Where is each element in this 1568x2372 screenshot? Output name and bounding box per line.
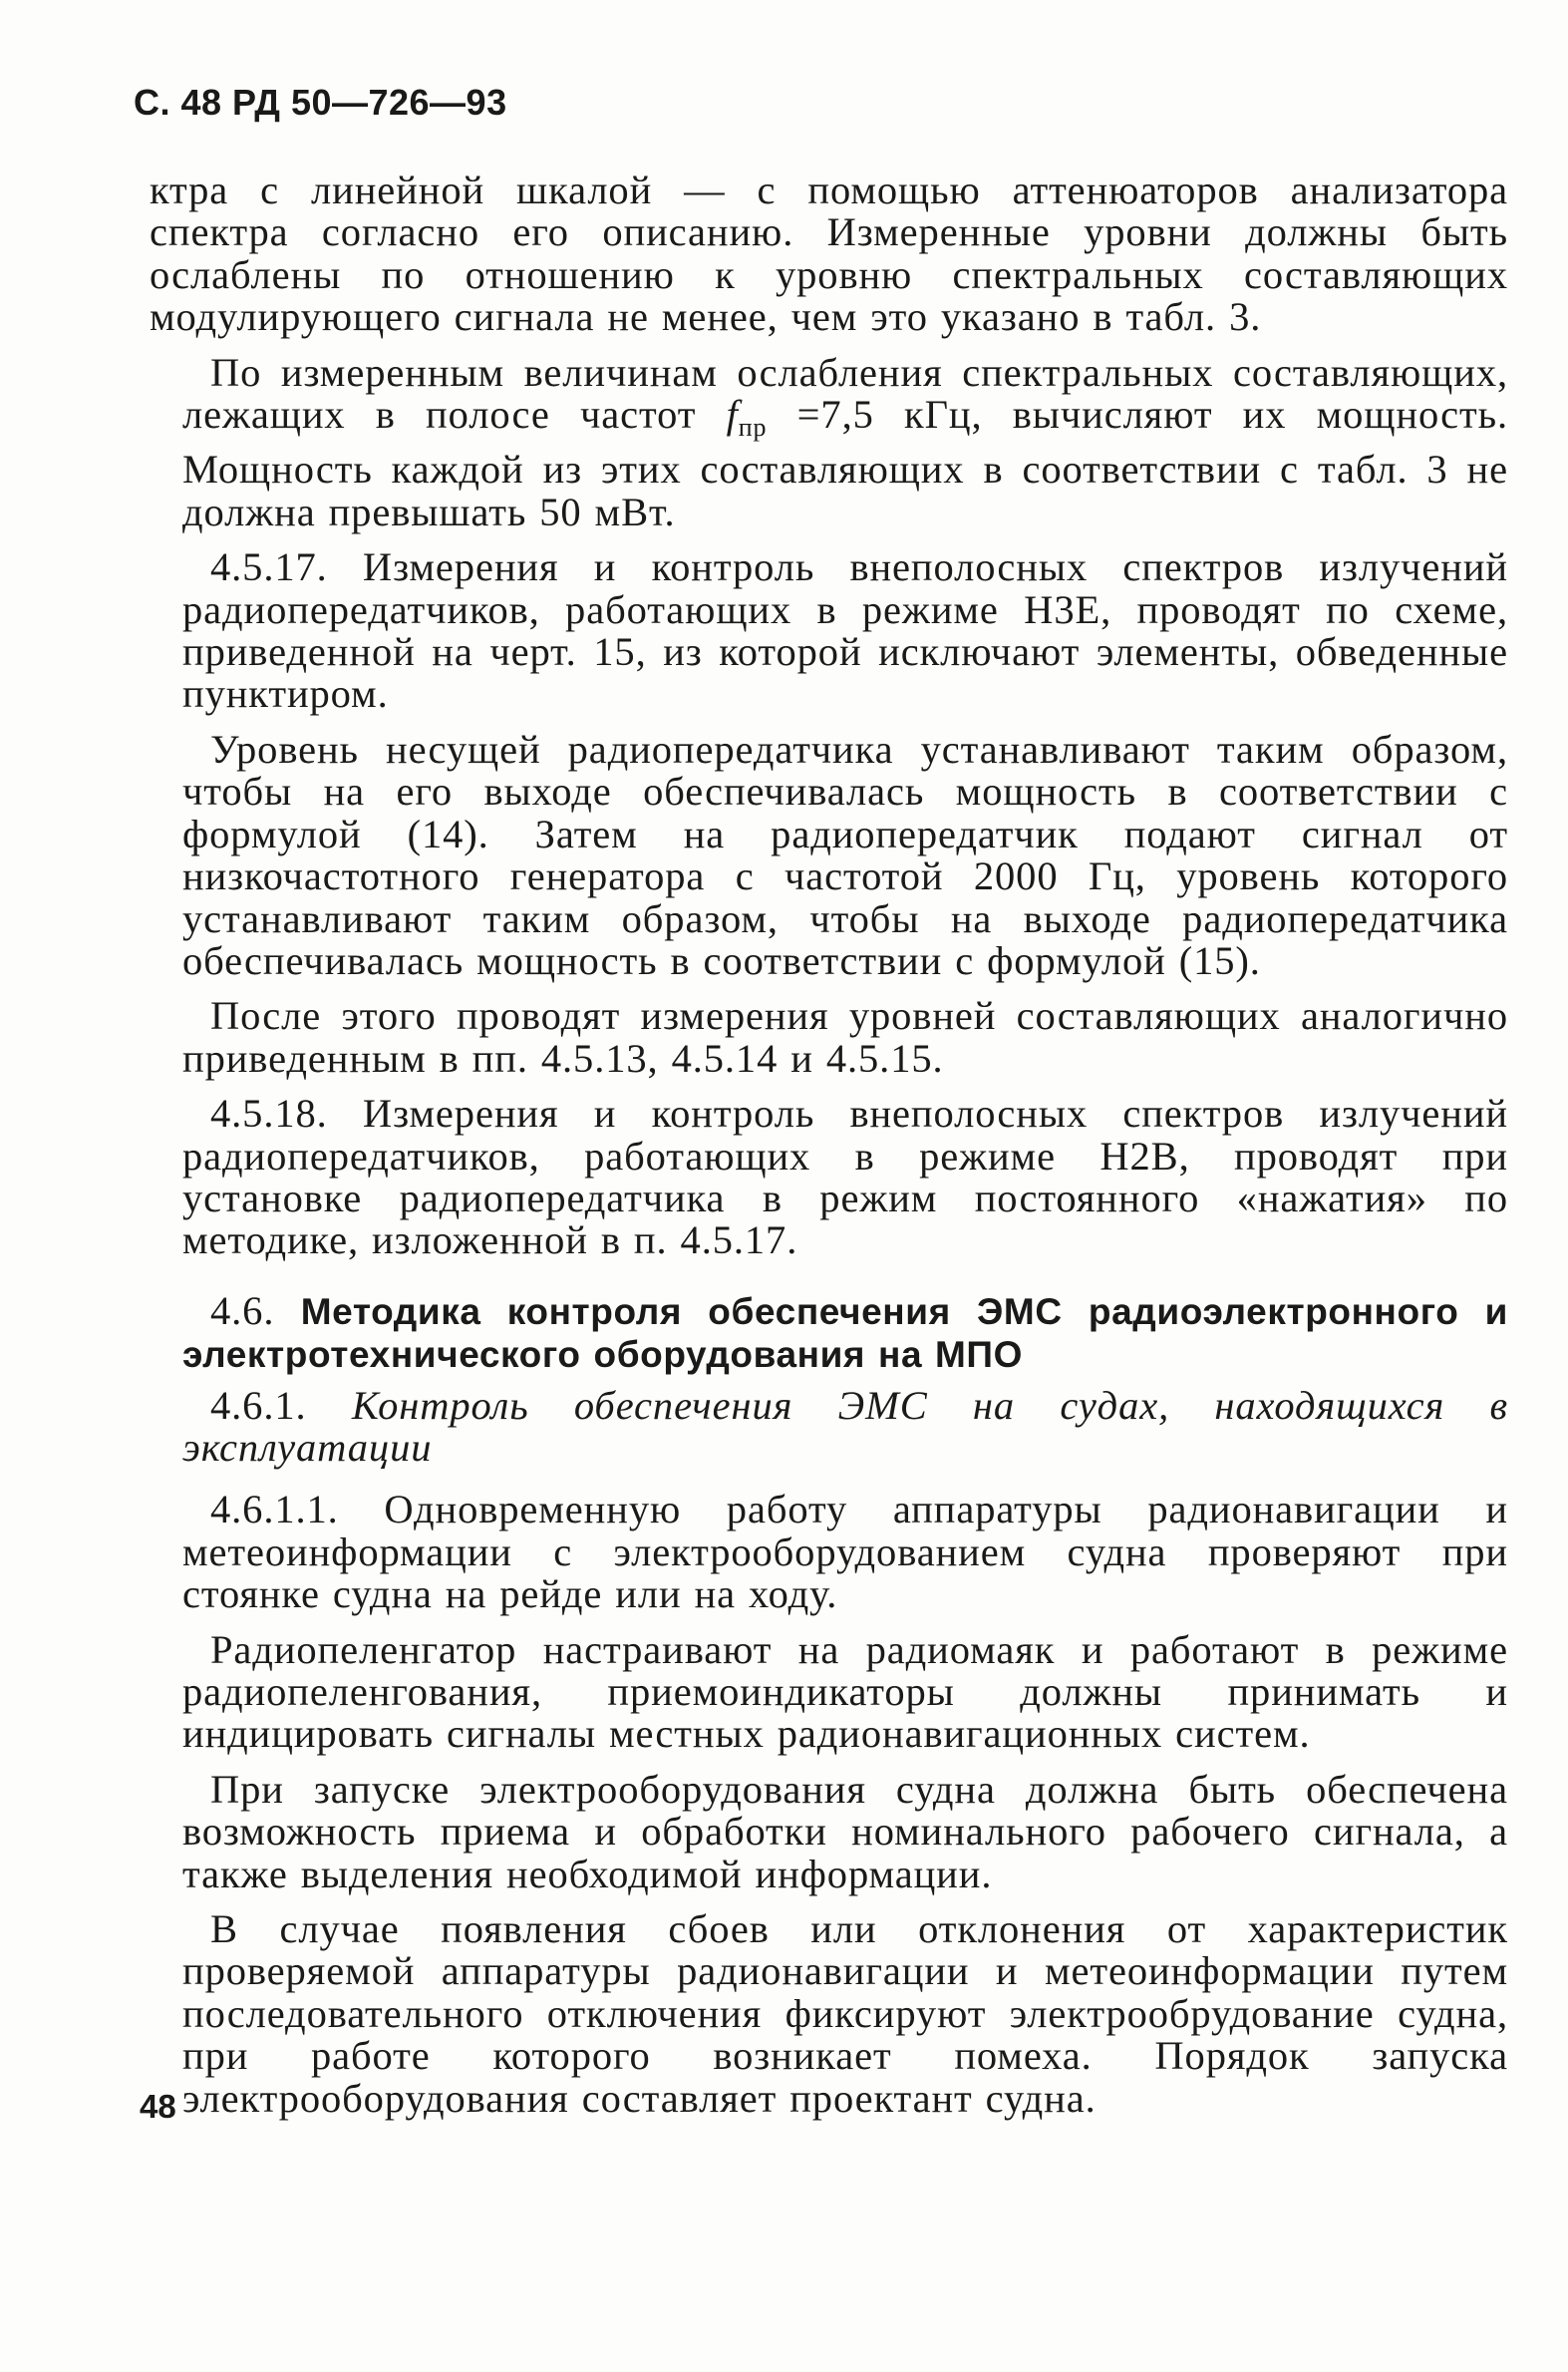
- page-number: 48: [140, 2088, 176, 2125]
- paragraph: 4.6.1.1. Одновременную работу аппаратуры радионавигации и метеоинформации с электрооборудованием судна проверяют при стоянке судна на рейде или на ходу.: [182, 1487, 1508, 1617]
- subsection-number: 4.6.1.: [210, 1382, 352, 1428]
- frequency-symbol: f: [726, 392, 739, 438]
- paragraph: 4.5.18. Измерения и контроль внеполосных спектров излучений радиопередатчиков, работающих в режиме Н2В, проводят при установке радиопередатчика в режим постоянного «нажатия» по методике, изложенной в п. 4.5.17.: [182, 1091, 1508, 1263]
- paragraph: 4.5.17. Измерения и контроль внеполосных спектров излучений радиопередатчиков, работающих в режиме Н3Е, проводят по схеме, приведенной на черт. 15, из которой исключают элементы, обведенные пунктиром.: [182, 544, 1508, 717]
- section-title: Методика контроля обеспечения ЭМС радиоэлектронного и электротехнического оборудования на МПО: [182, 1290, 1509, 1376]
- paragraph: После этого проводят измерения уровней составляющих аналогично приведенным в пп. 4.5.13, 4.5.14 и 4.5.15.: [182, 993, 1508, 1081]
- subsection-heading: [182, 1382, 1508, 1470]
- paragraph: [182, 349, 1509, 534]
- paragraph: ктра с линейной шкалой — с помощью аттенюаторов анализатора спектра согласно его описанию. Измеренные уровни должны быть ослаблены по отношению к уровню спектральных составляющих модулирующего сигнала не менее, чем это указано в табл. 3.: [150, 168, 1508, 340]
- paragraph: Уровень несущей радиопередатчика устанавливают таким образом, чтобы на его выходе обеспечивалась мощность в соответствии с формулой (14). Затем на радиопередатчик подают сигнал от низкочастотного генератора с частотой 2000 Гц, уровень которого устанавливают таким образом, чтобы на выходе радиопередатчика обеспечивалась мощность в соответствии с формулой (15).: [182, 726, 1508, 983]
- paragraph: Радиопеленгатор настраивают на радиомаяк и работают в режиме радиопеленгования, приемоиндикаторы должны принимать и индицировать сигналы местных радионавигационных систем.: [182, 1626, 1508, 1757]
- paragraph: При запуске электрооборудования судна должна быть обеспечена возможность приема и обработки номинального рабочего сигнала, а также выделения необходимой информации.: [182, 1766, 1508, 1896]
- subsection-title: Контроль обеспечения ЭМС на судах, находящихся в эксплуатации: [182, 1382, 1508, 1470]
- page-header: С. 48 РД 50—726—93: [134, 82, 507, 123]
- section-number: 4.6.: [210, 1287, 301, 1333]
- section-heading: [182, 1287, 1509, 1377]
- frequency-subscript: пр: [738, 413, 768, 443]
- paragraph: В случае появления сбоев или отклонения от характеристик проверяемой аппаратуры радионавигации и метеоинформации путем последовательного отключения фиксируют электрообрудование судна, при работе которого возникает помеха. Порядок запуска электрооборудования составляет проектант судна.: [182, 1906, 1508, 2121]
- paragraph-text: =7,5 кГц, вычисляют их мощность. Мощность каждой из этих составляющих в соответствии с табл. 3 не должна превышать 50 мВт.: [182, 392, 1509, 534]
- paragraph-text: По измеренным величинам ослабления спектральных составляющих, лежащих в полосе частот: [182, 349, 1508, 438]
